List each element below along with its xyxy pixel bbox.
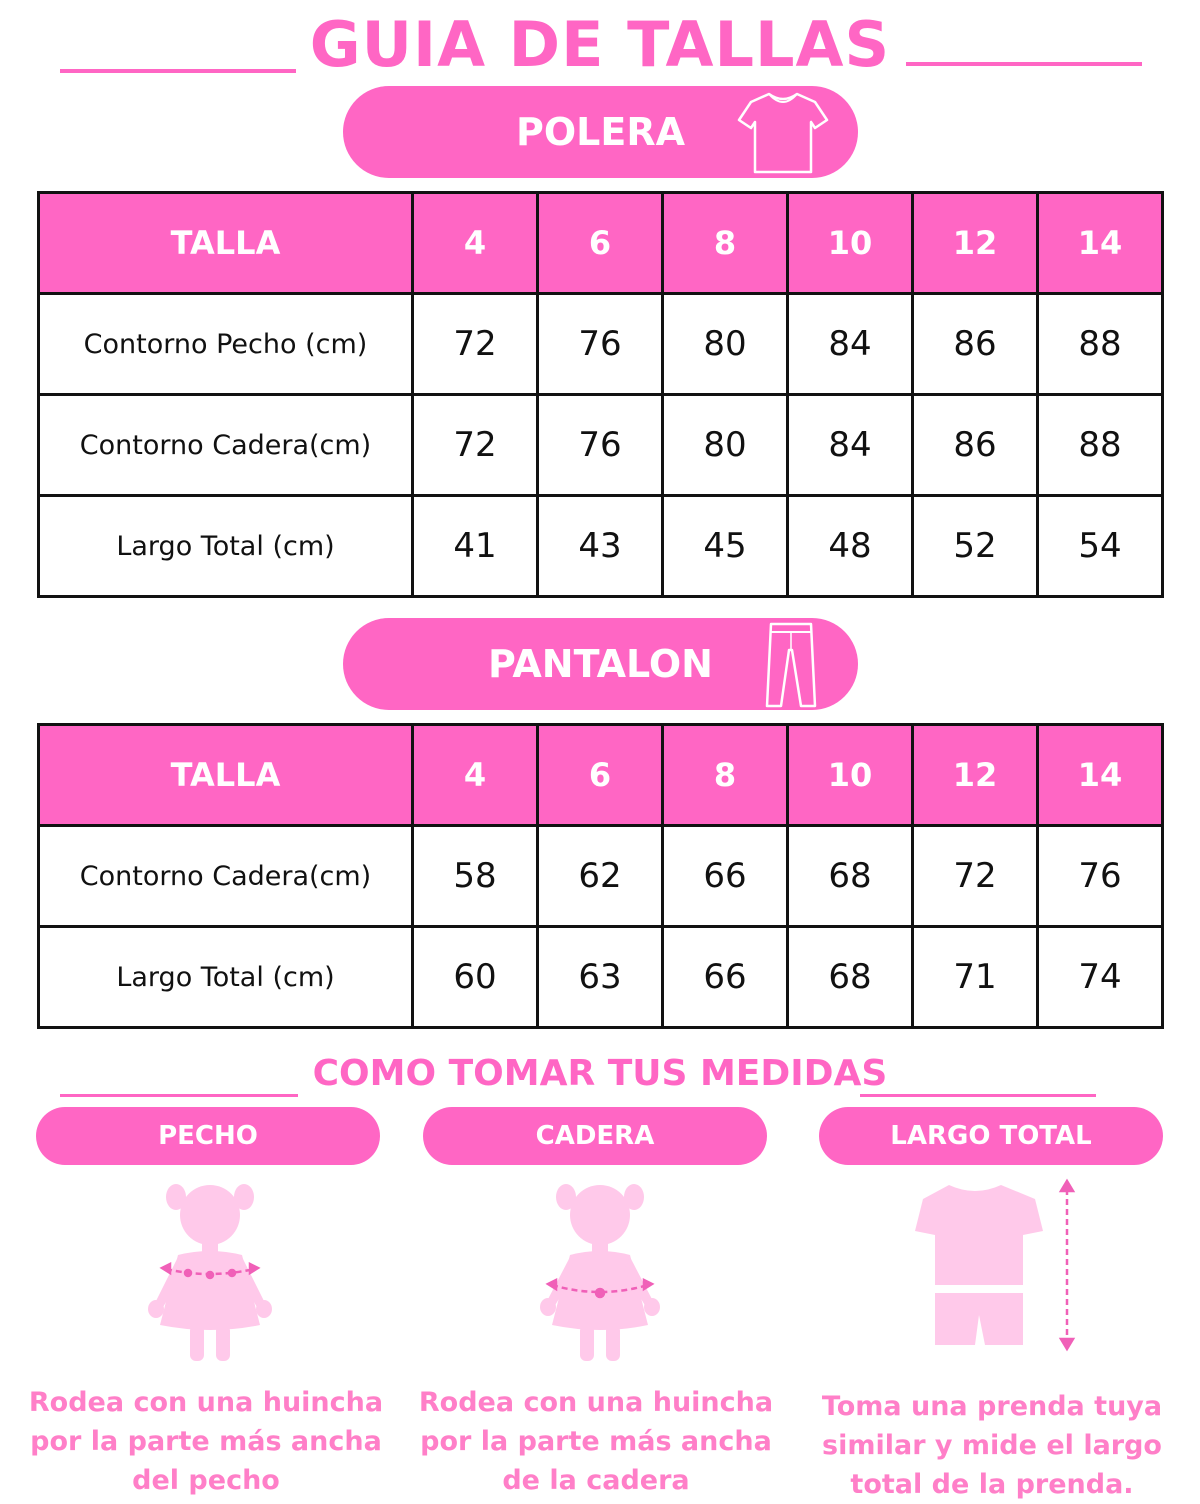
table-cell: 54 [1038, 496, 1163, 597]
table-cell: 84 [788, 395, 913, 496]
largo-total-pill [819, 1107, 1163, 1165]
table-cell: 76 [538, 395, 663, 496]
caption-line: de la cadera [502, 1465, 690, 1496]
medidas-rule-left [60, 1094, 298, 1097]
header-cell: 4 [413, 725, 538, 826]
table-cell: 84 [788, 294, 913, 395]
table-row [39, 826, 1163, 927]
polera-label: POLERA [516, 110, 685, 154]
table-header-row [39, 725, 1163, 826]
caption-line: Rodea con una huincha [418, 1387, 774, 1418]
table-cell: 86 [913, 395, 1038, 496]
table-cell: 72 [913, 826, 1038, 927]
pecho-caption [26, 1383, 386, 1500]
table-cell: 68 [788, 826, 913, 927]
header-cell: 12 [913, 725, 1038, 826]
cadera-label: CADERA [535, 1121, 655, 1151]
garment-length-icon [905, 1175, 1095, 1355]
header-cell: 6 [538, 725, 663, 826]
largo-total-caption [812, 1387, 1172, 1504]
table-cell: 45 [663, 496, 788, 597]
header-cell: 10 [788, 725, 913, 826]
header-cell: TALLA [39, 725, 413, 826]
row-label: Contorno Pecho (cm) [39, 294, 413, 395]
table-cell: 86 [913, 294, 1038, 395]
girl-chest-measure-icon [140, 1175, 280, 1365]
table-cell: 52 [913, 496, 1038, 597]
table-cell: 76 [538, 294, 663, 395]
table-row [39, 496, 1163, 597]
table-row [39, 395, 1163, 496]
table-cell: 43 [538, 496, 663, 597]
header-cell: 8 [663, 193, 788, 294]
cadera-caption [416, 1383, 776, 1500]
table-cell: 80 [663, 395, 788, 496]
girl-hip-measure-icon [530, 1175, 670, 1365]
table-cell: 66 [663, 927, 788, 1028]
table-cell: 63 [538, 927, 663, 1028]
table-row [39, 294, 1163, 395]
caption-line: Toma una prenda tuya [821, 1391, 1163, 1422]
largo-total-label: LARGO TOTAL [890, 1121, 1092, 1151]
caption-line: total de la prenda. [850, 1469, 1134, 1500]
caption-line: por la parte más ancha [420, 1426, 772, 1457]
header-cell: 6 [538, 193, 663, 294]
table-row [39, 927, 1163, 1028]
pantalon-section-pill [343, 618, 858, 710]
header-cell: 12 [913, 193, 1038, 294]
table-cell: 62 [538, 826, 663, 927]
row-label: Largo Total (cm) [39, 496, 413, 597]
title-rule-right [906, 62, 1142, 66]
row-label: Largo Total (cm) [39, 927, 413, 1028]
header-cell: 4 [413, 193, 538, 294]
table-cell: 66 [663, 826, 788, 927]
table-cell: 68 [788, 927, 913, 1028]
polera-size-table [37, 191, 1164, 598]
table-cell: 72 [413, 294, 538, 395]
header-cell: 8 [663, 725, 788, 826]
table-cell: 80 [663, 294, 788, 395]
table-cell: 74 [1038, 927, 1163, 1028]
row-label: Contorno Cadera(cm) [39, 395, 413, 496]
row-label: Contorno Cadera(cm) [39, 826, 413, 927]
medidas-rule-right [860, 1094, 1096, 1097]
table-header-row [39, 193, 1163, 294]
pecho-pill [36, 1107, 380, 1165]
header-cell: TALLA [39, 193, 413, 294]
table-cell: 60 [413, 927, 538, 1028]
pecho-label: PECHO [158, 1121, 258, 1151]
caption-line: Rodea con una huincha [28, 1387, 384, 1418]
caption-line: del pecho [132, 1465, 280, 1496]
pants-icon [761, 620, 821, 710]
cadera-pill [423, 1107, 767, 1165]
pantalon-label: PANTALON [488, 642, 713, 686]
table-cell: 76 [1038, 826, 1163, 927]
tshirt-icon [735, 90, 831, 176]
pantalon-size-table [37, 723, 1164, 1029]
table-cell: 58 [413, 826, 538, 927]
header-cell: 10 [788, 193, 913, 294]
caption-line: por la parte más ancha [30, 1426, 382, 1457]
header-cell: 14 [1038, 193, 1163, 294]
table-cell: 71 [913, 927, 1038, 1028]
table-cell: 88 [1038, 395, 1163, 496]
medidas-title: COMO TOMAR TUS MEDIDAS [312, 1053, 888, 1094]
table-cell: 48 [788, 496, 913, 597]
polera-section-pill [343, 86, 858, 178]
header-cell: 14 [1038, 725, 1163, 826]
page-title: GUIA DE TALLAS [309, 8, 891, 81]
caption-line: similar y mide el largo [822, 1430, 1162, 1461]
table-cell: 72 [413, 395, 538, 496]
table-cell: 88 [1038, 294, 1163, 395]
table-cell: 41 [413, 496, 538, 597]
